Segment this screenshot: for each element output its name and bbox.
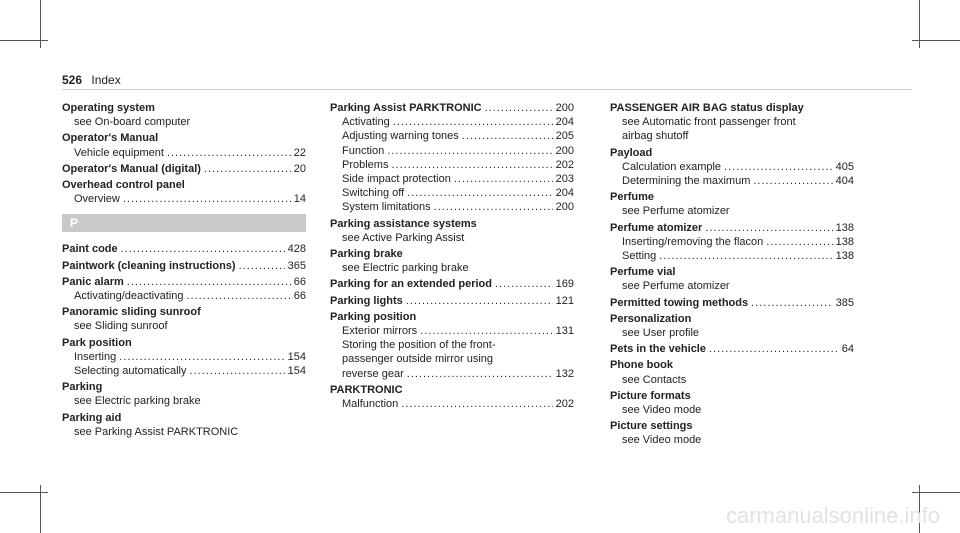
- entry-text: Inserting/removing the flacon: [622, 235, 764, 248]
- index-subentry: [62, 350, 306, 364]
- index-entry: [62, 336, 306, 379]
- index-heading: [330, 383, 574, 397]
- entry-text: see Electric parking brake: [342, 262, 469, 275]
- entry-text: Perfume: [610, 191, 655, 204]
- index-subentry: [62, 364, 306, 378]
- page-reference[interactable]: 204: [555, 116, 574, 129]
- page-reference[interactable]: 64: [841, 343, 854, 356]
- index-heading: [62, 411, 306, 425]
- dot-leader: [659, 249, 832, 263]
- entry-text: see Contacts: [622, 373, 687, 386]
- index-heading: [610, 419, 854, 433]
- crop-mark: [0, 492, 48, 493]
- entry-text: see Video mode: [622, 434, 702, 447]
- index-subentry: [610, 433, 854, 447]
- entry-text: Storing the position of the front-: [342, 339, 496, 352]
- page-reference[interactable]: 14: [293, 193, 306, 206]
- entry-text: Picture settings: [610, 420, 693, 433]
- entry-text: Switching off: [342, 187, 405, 200]
- crop-mark: [0, 40, 48, 41]
- page-number: 526: [62, 73, 83, 87]
- entry-text: Paintwork (cleaning instructions): [62, 259, 236, 272]
- entry-text: Problems: [342, 158, 389, 171]
- index-entry: [62, 305, 306, 333]
- page-reference[interactable]: 138: [835, 250, 854, 263]
- entry-text: Pets in the vehicle: [610, 343, 706, 356]
- index-entry: [330, 217, 574, 245]
- page-reference[interactable]: 169: [555, 278, 574, 291]
- index-heading: [62, 336, 306, 350]
- entry-text: Calculation example: [622, 160, 722, 173]
- index-column-2: [330, 101, 574, 411]
- dot-leader: [127, 275, 291, 289]
- section-title: Index: [91, 73, 121, 87]
- index-entry: [330, 277, 574, 291]
- index-entry: [330, 294, 574, 308]
- index-entry: [62, 101, 306, 129]
- entry-text: see On-board computer: [74, 116, 191, 129]
- dot-leader: [407, 186, 552, 200]
- index-subentry: [610, 129, 854, 143]
- index-heading: [330, 217, 574, 231]
- dot-leader: [204, 162, 291, 176]
- page-reference[interactable]: 205: [555, 130, 574, 143]
- page-reference[interactable]: 428: [287, 243, 306, 256]
- entry-text: Selecting automatically: [74, 365, 187, 378]
- entry-text: see Parking Assist PARKTRONIC: [74, 425, 239, 438]
- index-subentry: [62, 146, 306, 160]
- entry-text: Payload: [610, 146, 653, 159]
- index-entry: [330, 383, 574, 411]
- index-entry: [330, 310, 574, 381]
- page-reference[interactable]: 154: [287, 365, 306, 378]
- dot-leader: [462, 129, 553, 143]
- entry-text: Exterior mirrors: [342, 325, 418, 338]
- entry-text: Phone book: [610, 359, 673, 372]
- dot-leader: [485, 101, 553, 115]
- entry-text: Parking assistance systems: [330, 217, 477, 230]
- index-entry: [62, 162, 306, 176]
- entry-text: Permitted towing methods: [610, 296, 749, 309]
- index-heading: [62, 162, 306, 176]
- index-subentry: [330, 338, 574, 352]
- entry-text: PASSENGER AIR BAG status display: [610, 102, 804, 114]
- index-subentry: [610, 326, 854, 340]
- dot-leader: [167, 146, 291, 160]
- entry-text: Picture formats: [610, 389, 691, 402]
- entry-text: Parking brake: [330, 248, 403, 261]
- entry-text: Panic alarm: [62, 275, 124, 288]
- entry-text: see Sliding sunroof: [74, 320, 168, 333]
- entry-text: passenger outside mirror using: [342, 353, 494, 366]
- dot-leader: [186, 289, 290, 303]
- dot-leader: [121, 242, 285, 256]
- dot-leader: [407, 367, 553, 381]
- index-subentry: [330, 324, 574, 338]
- index-heading: [330, 101, 574, 115]
- index-entry: [62, 411, 306, 439]
- index-subentry: [330, 397, 574, 411]
- index-entry: [610, 146, 854, 189]
- entry-text: see Electric parking brake: [74, 395, 201, 408]
- index-heading: [62, 242, 306, 256]
- index-entry: [610, 190, 854, 218]
- index-subentry: [330, 172, 574, 186]
- crop-mark: [912, 492, 960, 493]
- index-heading: [610, 221, 854, 235]
- index-entry: [330, 101, 574, 215]
- dot-leader: [454, 172, 553, 186]
- page-reference[interactable]: 203: [555, 173, 574, 186]
- index-subentry: [610, 115, 854, 129]
- index-subentry: [330, 261, 574, 275]
- entry-text: reverse gear: [342, 367, 404, 380]
- index-subentry: [610, 235, 854, 249]
- index-column-1: [62, 101, 306, 439]
- index-entry: [610, 419, 854, 447]
- entry-text: Paint code: [62, 243, 118, 256]
- index-heading: [610, 296, 854, 310]
- entry-text: Overhead control panel: [62, 179, 185, 192]
- entry-text: Operator's Manual: [62, 132, 159, 145]
- dot-leader: [495, 277, 553, 291]
- index-heading: [62, 259, 306, 273]
- index-heading: [330, 247, 574, 261]
- index-heading: [610, 190, 854, 204]
- index-subentry: [62, 425, 306, 439]
- index-subentry: [610, 279, 854, 293]
- entry-text: Parking Assist PARKTRONIC: [330, 102, 482, 114]
- page-reference[interactable]: 138: [835, 221, 854, 234]
- page-reference[interactable]: 202: [555, 398, 574, 411]
- index-subentry: [62, 192, 306, 206]
- entry-text: see Active Parking Assist: [342, 231, 465, 244]
- index-heading: [330, 310, 574, 324]
- entry-text: PARKTRONIC: [330, 383, 403, 396]
- index-entry: [610, 101, 854, 144]
- page-header: [62, 73, 121, 87]
- entry-text: see Automatic front passenger front: [622, 116, 796, 129]
- page-reference[interactable]: 200: [555, 144, 574, 157]
- dot-leader: [393, 115, 553, 129]
- dot-leader: [123, 192, 291, 206]
- index-heading: [610, 342, 854, 356]
- entry-text: Operating system: [62, 102, 155, 114]
- index-column-3: [610, 101, 854, 448]
- dot-leader: [190, 364, 285, 378]
- index-entry: [610, 296, 854, 310]
- index-entry: [62, 131, 306, 159]
- index-heading: [62, 178, 306, 192]
- entry-text: Perfume vial: [610, 266, 676, 279]
- entry-text: see Video mode: [622, 404, 702, 417]
- index-entry: [330, 247, 574, 275]
- index-subentry: [610, 174, 854, 188]
- index-subentry: [610, 160, 854, 174]
- index-heading: [610, 265, 854, 279]
- entry-text: Perfume atomizer: [610, 221, 703, 234]
- index-subentry: [330, 144, 574, 158]
- index-heading: [610, 358, 854, 372]
- entry-text: Adjusting warning tones: [342, 130, 459, 143]
- page-reference[interactable]: 202: [555, 158, 574, 171]
- index-entry: [610, 342, 854, 356]
- dot-leader: [766, 235, 832, 249]
- index-heading: [610, 146, 854, 160]
- dot-leader: [420, 324, 552, 338]
- entry-text: Operator's Manual (digital): [62, 162, 201, 175]
- entry-text: see Perfume atomizer: [622, 280, 730, 293]
- index-heading: [610, 389, 854, 403]
- entry-text: Activating/deactivating: [74, 290, 184, 303]
- entry-group: [62, 242, 306, 439]
- page-reference[interactable]: 132: [555, 367, 574, 380]
- index-heading: [62, 380, 306, 394]
- page-reference[interactable]: 365: [287, 259, 306, 272]
- index-entry: [62, 178, 306, 206]
- page-reference[interactable]: 154: [287, 350, 306, 363]
- index-subentry: [62, 115, 306, 129]
- index-subentry: [330, 200, 574, 214]
- dot-leader: [391, 158, 552, 172]
- page-reference[interactable]: 204: [555, 187, 574, 200]
- index-subentry: [330, 115, 574, 129]
- index-subentry: [330, 158, 574, 172]
- page-reference[interactable]: 404: [835, 175, 854, 188]
- entry-text: Panoramic sliding sunroof: [62, 306, 201, 319]
- entry-text: Function: [342, 144, 385, 157]
- index-heading: [330, 277, 574, 291]
- index-entry: [610, 389, 854, 417]
- index-subentry: [610, 249, 854, 263]
- entry-text: airbag shutoff: [622, 130, 689, 143]
- index-subentry: [62, 319, 306, 333]
- entry-text: Activating: [342, 116, 390, 129]
- index-subentry: [330, 129, 574, 143]
- dot-leader: [753, 174, 832, 188]
- index-subentry: [610, 373, 854, 387]
- index-heading: [62, 275, 306, 289]
- dot-leader: [709, 342, 839, 356]
- entry-text: Parking lights: [330, 294, 403, 307]
- page-reference[interactable]: 22: [293, 146, 306, 159]
- index-entry: [62, 275, 306, 303]
- index-subentry: [610, 403, 854, 417]
- dot-leader: [724, 160, 833, 174]
- letter-divider: P: [62, 214, 306, 232]
- entry-text: Side impact protection: [342, 173, 451, 186]
- index-subentry: [62, 394, 306, 408]
- entry-text: see User profile: [622, 327, 700, 340]
- entry-text: Personalization: [610, 312, 692, 325]
- index-heading: [62, 101, 306, 115]
- header-rule: [62, 89, 912, 90]
- crop-mark: [912, 40, 960, 41]
- entry-text: Parking aid: [62, 411, 122, 424]
- index-subentry: [62, 289, 306, 303]
- dot-leader: [434, 200, 553, 214]
- entry-text: Vehicle equipment: [74, 146, 164, 159]
- index-heading: [62, 131, 306, 145]
- index-entry: [610, 312, 854, 340]
- watermark: carmanualsonline.info: [725, 503, 940, 528]
- entry-group: [330, 101, 574, 411]
- dot-leader: [751, 296, 833, 310]
- index-heading: [330, 294, 574, 308]
- index-entry: [610, 358, 854, 386]
- entry-text: Malfunction: [342, 398, 399, 411]
- entry-text: Determining the maximum: [622, 175, 751, 188]
- page-reference[interactable]: 200: [555, 102, 574, 114]
- page-reference[interactable]: 66: [293, 275, 306, 288]
- index-subentry: [330, 352, 574, 366]
- index-heading: [610, 312, 854, 326]
- index-subentry: [330, 367, 574, 381]
- page-reference[interactable]: 121: [555, 294, 574, 307]
- index-subentry: [330, 186, 574, 200]
- dot-leader: [406, 294, 553, 308]
- entry-group: [62, 101, 306, 206]
- dot-leader: [387, 144, 552, 158]
- index-entry: [610, 221, 854, 264]
- page-reference[interactable]: 200: [555, 201, 574, 214]
- entry-text: Parking position: [330, 310, 417, 323]
- index-heading: [62, 305, 306, 319]
- entry-text: see Perfume atomizer: [622, 205, 730, 218]
- dot-leader: [401, 397, 552, 411]
- index-heading: [610, 101, 854, 115]
- entry-text: Inserting: [74, 350, 117, 363]
- entry-text: Overview: [74, 193, 120, 206]
- page-reference[interactable]: 66: [293, 290, 306, 303]
- index-subentry: [330, 231, 574, 245]
- dot-leader: [239, 259, 285, 273]
- entry-text: Setting: [622, 250, 657, 263]
- page-reference[interactable]: 385: [835, 296, 854, 309]
- dot-leader: [119, 350, 284, 364]
- index-entry: [62, 380, 306, 408]
- index-subentry: [610, 204, 854, 218]
- entry-text: Parking for an extended period: [330, 278, 492, 291]
- index-entry: [62, 242, 306, 256]
- page-reference[interactable]: 138: [835, 235, 854, 248]
- dot-leader: [705, 221, 832, 235]
- page-reference[interactable]: 131: [555, 325, 574, 338]
- index-entry: [62, 259, 306, 273]
- entry-text: Park position: [62, 336, 132, 349]
- entry-text: Parking: [62, 381, 103, 394]
- entry-group: [610, 101, 854, 448]
- page-reference[interactable]: 405: [835, 160, 854, 173]
- index-entry: [610, 265, 854, 293]
- page-reference[interactable]: 20: [293, 162, 306, 175]
- entry-text: System limitations: [342, 201, 431, 214]
